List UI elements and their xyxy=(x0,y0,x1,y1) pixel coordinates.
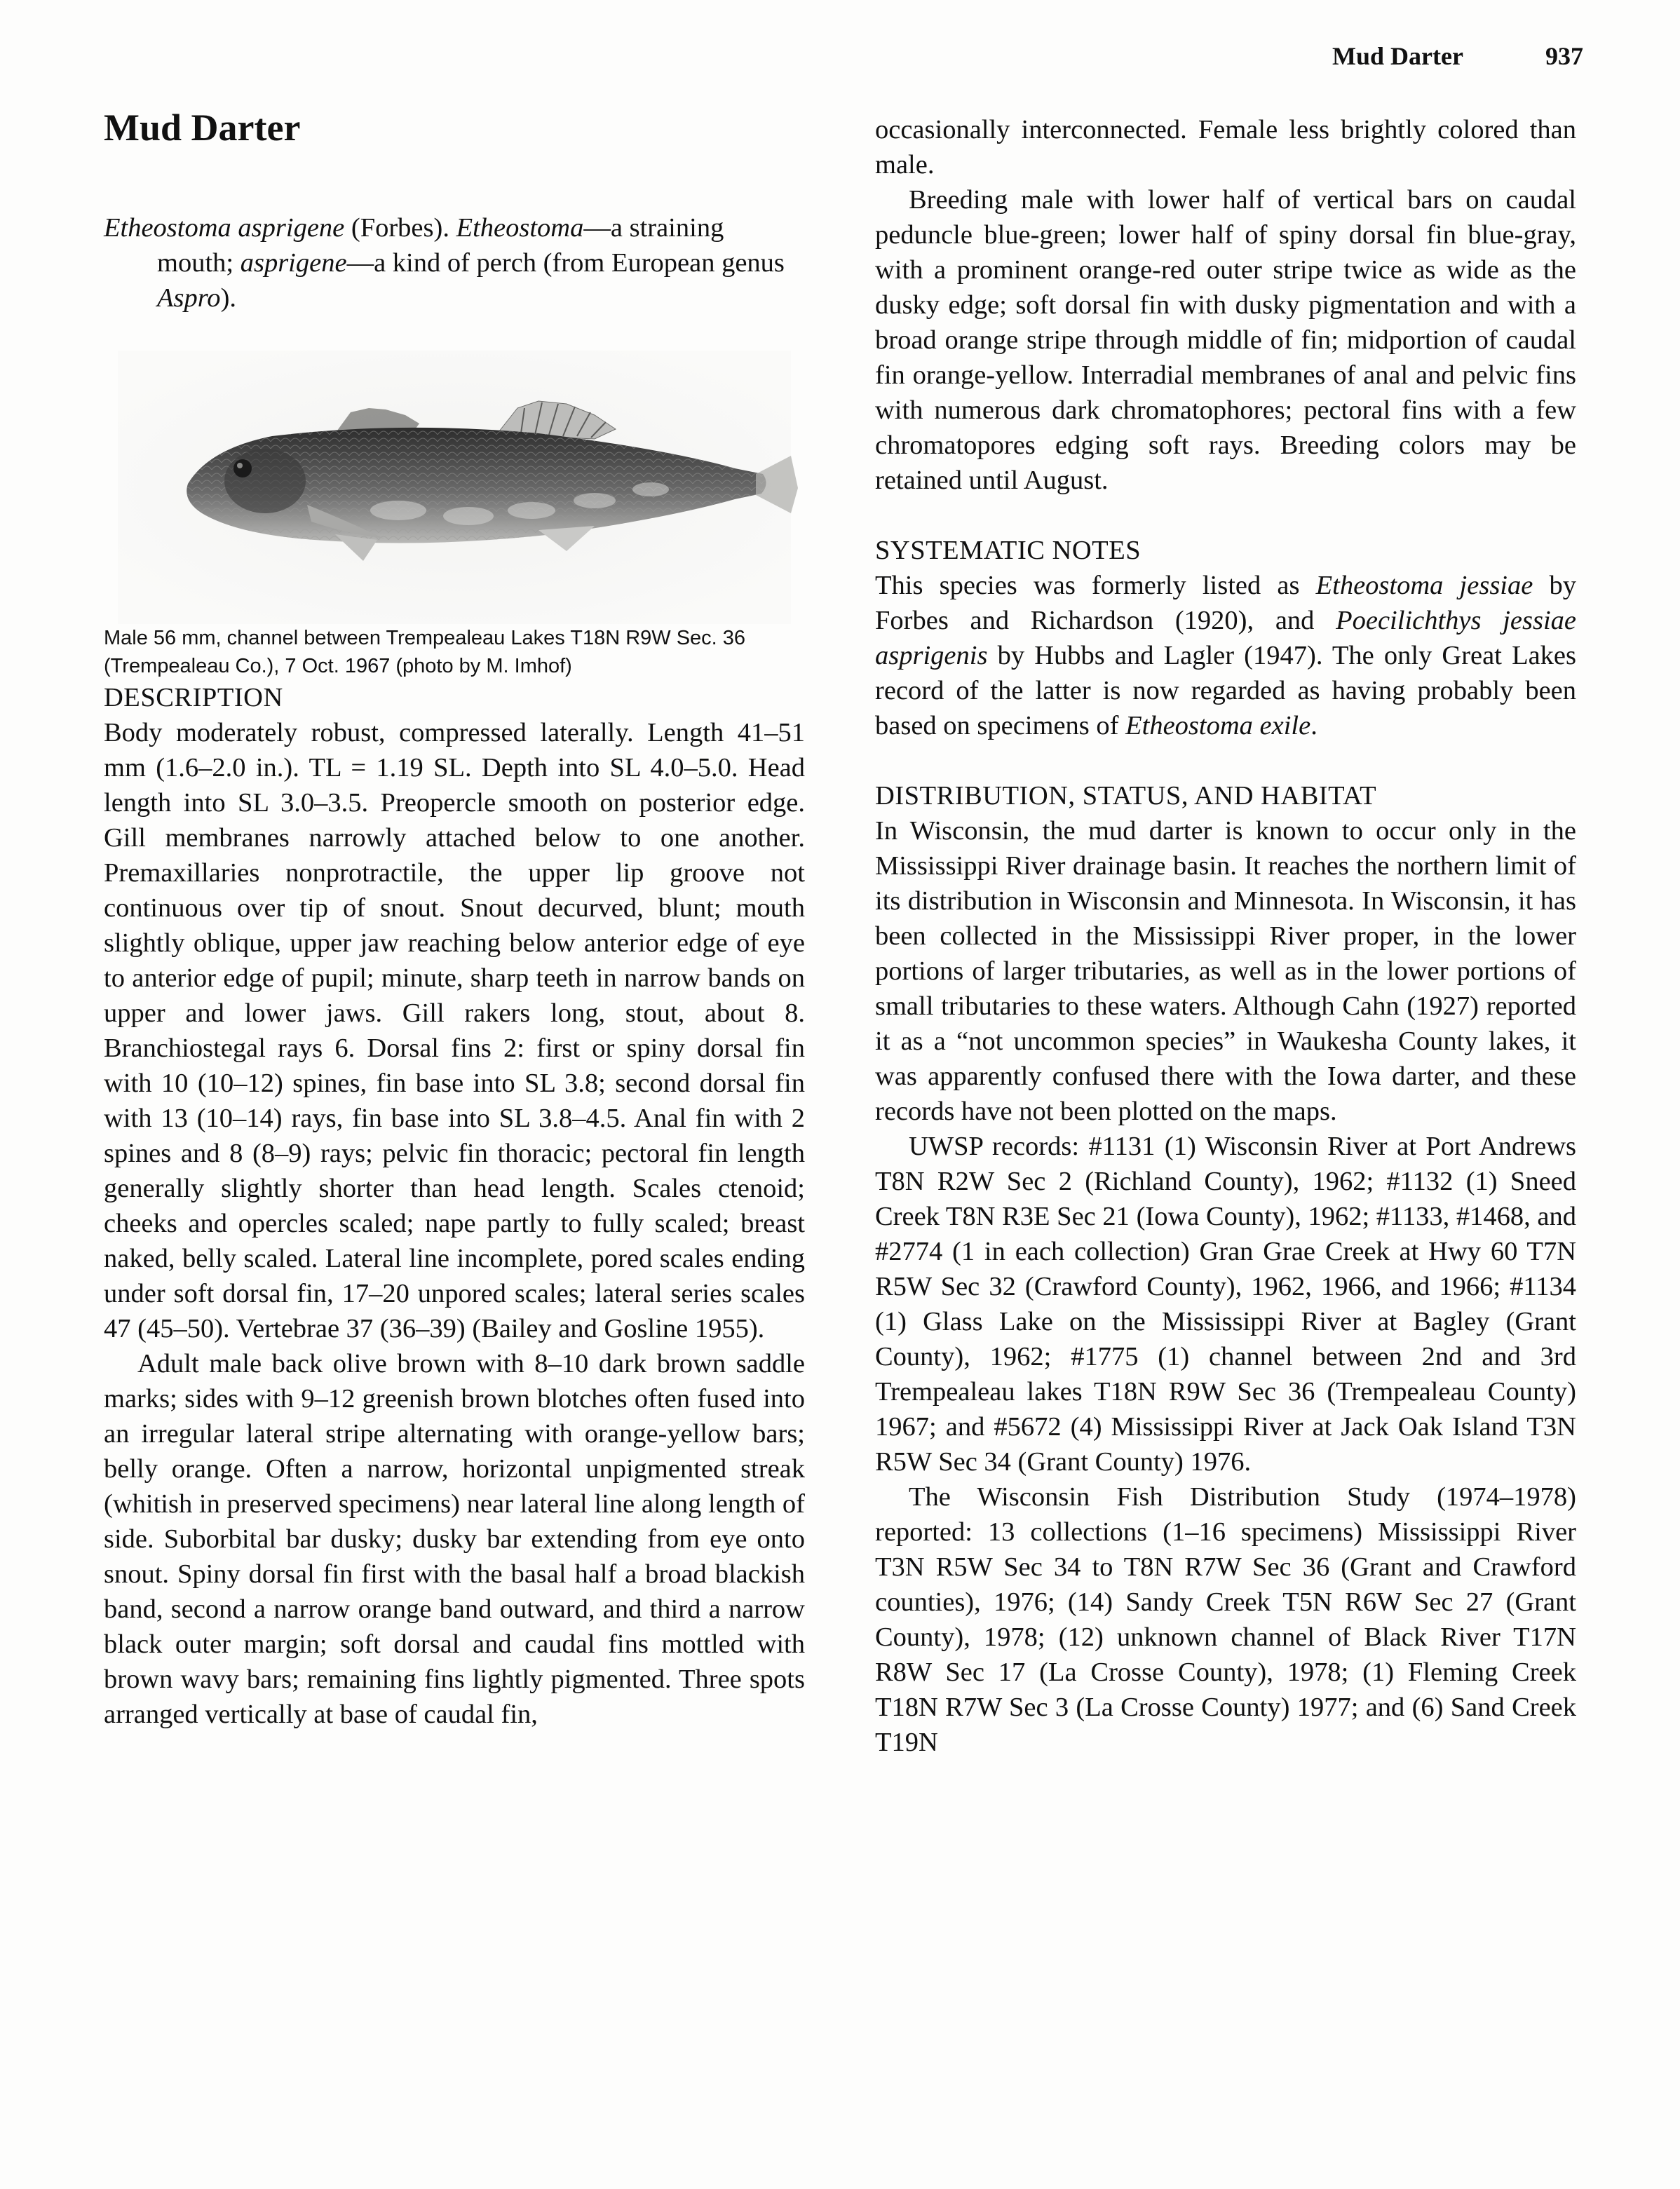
etymology-aspro: Aspro xyxy=(157,283,221,313)
fish-eye-highlight xyxy=(237,463,243,468)
fish-photo-image xyxy=(104,351,805,624)
systematic-text-1: This species was formerly listed as xyxy=(875,571,1316,600)
etymology-genus: Etheostoma xyxy=(456,213,584,243)
distribution-paragraph-2: UWSP records: #1131 (1) Wisconsin River at Port Andrews T8N R2W Sec 2 (Richland County), 1962; #1132 (1) Sneed Creek T8N R3E Sec 21 (Iowa County), 1962; #1133, #1468, and #2774 (1 in each collection) Gran Grae Creek at Hwy 60 T7N R5W Sec 32 (Crawford County), 1962, 1966, and 1966; #1134 (1) Glass Lake on the Mississippi River at Bagley (Grant County), 1962; #1775 (1) channel between 2nd and 3rd Trempealeau lakes T18N R9W Sec 36 (Trempealeau County) 1967; and #5672 (4) Mississippi River at Jack Oak Island T3N R5W Sec 34 (Grant County) 1976. xyxy=(875,1132,1576,1477)
running-head xyxy=(1332,42,1583,70)
distribution-paragraph-3: The Wisconsin Fish Distribution Study (1974–1978) reported: 13 collections (1–16 specimens) Mississippi River T3N R5W Sec 34 to T8N R7W Sec 36 (Grant and Crawford counties), 1976; (14) Sandy Creek T5N R6W Sec 27 (Grant County), 1978; (12) unknown channel of Black River T17N R8W Sec 17 (La Crosse County), 1978; (1) Fleming Creek T18N R7W Sec 3 (La Crosse County) 1977; and (6) Sand Creek T19N xyxy=(875,1482,1576,1757)
etymology-species-meaning: —a kind of perch (from European genus xyxy=(346,248,785,278)
etymology-species: asprigene xyxy=(240,248,347,278)
systematic-notes-heading: SYSTEMATIC NOTES xyxy=(875,536,1142,565)
photo-caption: Male 56 mm, channel between Trempealeau Lakes T18N R9W Sec. 36 (Trempealeau Co.), 7 Oct. 1967 (photo by M. Imhof) xyxy=(104,627,746,677)
section-gap xyxy=(875,743,1576,778)
systematic-name-2: Poecilichthys jessiae asprigenis xyxy=(875,606,1576,670)
systematic-text-2: by Forbes and Richardson (1920), and xyxy=(875,571,1576,635)
etymology-end: ). xyxy=(220,283,237,313)
fish-head xyxy=(224,449,306,513)
page-title: Mud Darter xyxy=(104,107,301,149)
scientific-author: (Forbes). xyxy=(344,213,456,243)
fish-eye xyxy=(233,459,252,477)
description-paragraph-1: Body moderately robust, compressed laterally. Length 41–51 mm (1.6–2.0 in.). TL = 1.19 SL. Depth into SL 4.0–5.0. Head length into SL 3.0–3.5. Preopercle smooth on posterior edge. Gill membranes narrowly attached below to one another. Premaxillaries nonprotractile, the upper lip groove not continuous over tip of snout. Snout decurved, blunt; mouth slightly oblique, upper jaw reaching below anterior edge of eye to anterior edge of pupil; minute, sharp teeth in narrow bands on upper and lower jaws. Gill rakers long, stout, about 8. Branchiostegal rays 6. Dorsal fins 2: first or spiny dorsal fin with 10 (10–12) spines, fin base into SL 3.8; second dorsal fin with 13 (10–14) rays, fin base into SL 3.8–4.5. Anal fin with 2 spines and 8 (8–9) rays; pelvic fin thoracic; pectoral fin length generally slightly shorter than head length. Scales ctenoid; cheeks and opercles scaled; nape partly to fully scaled; breast naked, belly scaled. Lateral line incomplete, pored scales ending under soft dorsal fin, 17–20 unpored scales; lateral series scales 47 (45–50). Vertebrae 37 (36–39) (Bailey and Gosline 1955). xyxy=(104,718,805,1343)
description-paragraph-2: Adult male back olive brown with 8–10 dark brown saddle marks; sides with 9–12 greenish brown blotches often fused into an irregular lateral stripe alternating with orange-yellow bars; belly orange. Often a narrow, horizontal unpigmented streak (whitish in preserved specimens) near lateral line along length of side. Suborbital bar dusky; dusky bar extending from eye onto snout. Spiny dorsal fin first with the basal half a broad blackish band, second a narrow orange band outward, and third a narrow black outer margin; soft dorsal and caudal fins mottled with brown wavy bars; remaining fins lightly pigmented. Three spots arranged vertically at base of caudal fin, xyxy=(104,1349,805,1729)
coloration-paragraph-end: occasionally interconnected. Female less brightly colored than male. xyxy=(875,115,1576,179)
section-gap xyxy=(875,498,1576,533)
fish-photo xyxy=(104,351,805,624)
systematic-name-3: Etheostoma exile xyxy=(1125,711,1311,740)
running-title: Mud Darter xyxy=(1332,42,1463,70)
etymology-genus-meaning: —a straining mouth; xyxy=(157,213,724,278)
distribution-paragraph-1: In Wisconsin, the mud darter is known to occur only in the Mississippi River drainage basin. It reaches the northern limit of its distribution in Wisconsin and Minnesota. In Wisconsin, it has been collected in the Mississippi River proper, in the lower portions of larger tributaries, as well as in the lower portions of small tributaries to these waters. Although Cahn (1927) reported it as a “not uncommon species” in Waukesha County lakes, it was apparently confused there with the Iowa darter, and these records have not been plotted on the maps. xyxy=(875,816,1576,1126)
scientific-name: Etheostoma asprigene xyxy=(104,213,345,243)
systematic-name-1: Etheostoma jessiae xyxy=(1315,571,1533,600)
systematic-text-4: . xyxy=(1310,711,1317,740)
systematic-text-3: by Hubbs and Lagler (1947). The only Great Lakes record of the latter is now regarded as having probably been based on specimens of xyxy=(875,641,1576,740)
systematic-notes-paragraph xyxy=(875,568,1576,743)
distribution-heading: DISTRIBUTION, STATUS, AND HABITAT xyxy=(875,781,1377,811)
scientific-name-paragraph xyxy=(104,210,805,316)
description-heading: DESCRIPTION xyxy=(104,683,283,712)
page-number: 937 xyxy=(1545,42,1583,70)
breeding-coloration-paragraph: Breeding male with lower half of vertical bars on caudal peduncle blue-green; lower half of spiny dorsal fin blue-gray, with a prominent orange-red outer stripe twice as wide as the dusky edge; soft dorsal fin with dusky pigmentation and with a broad orange stripe through middle of fin; midportion of caudal fin orange-yellow. Interradial membranes of anal and pelvic fins with numerous dark chromatophores; pectoral fins with a few chromatopores edging soft rays. Breeding colors may be retained until August. xyxy=(875,185,1576,495)
right-column xyxy=(875,112,1576,1760)
left-column xyxy=(104,105,805,1732)
